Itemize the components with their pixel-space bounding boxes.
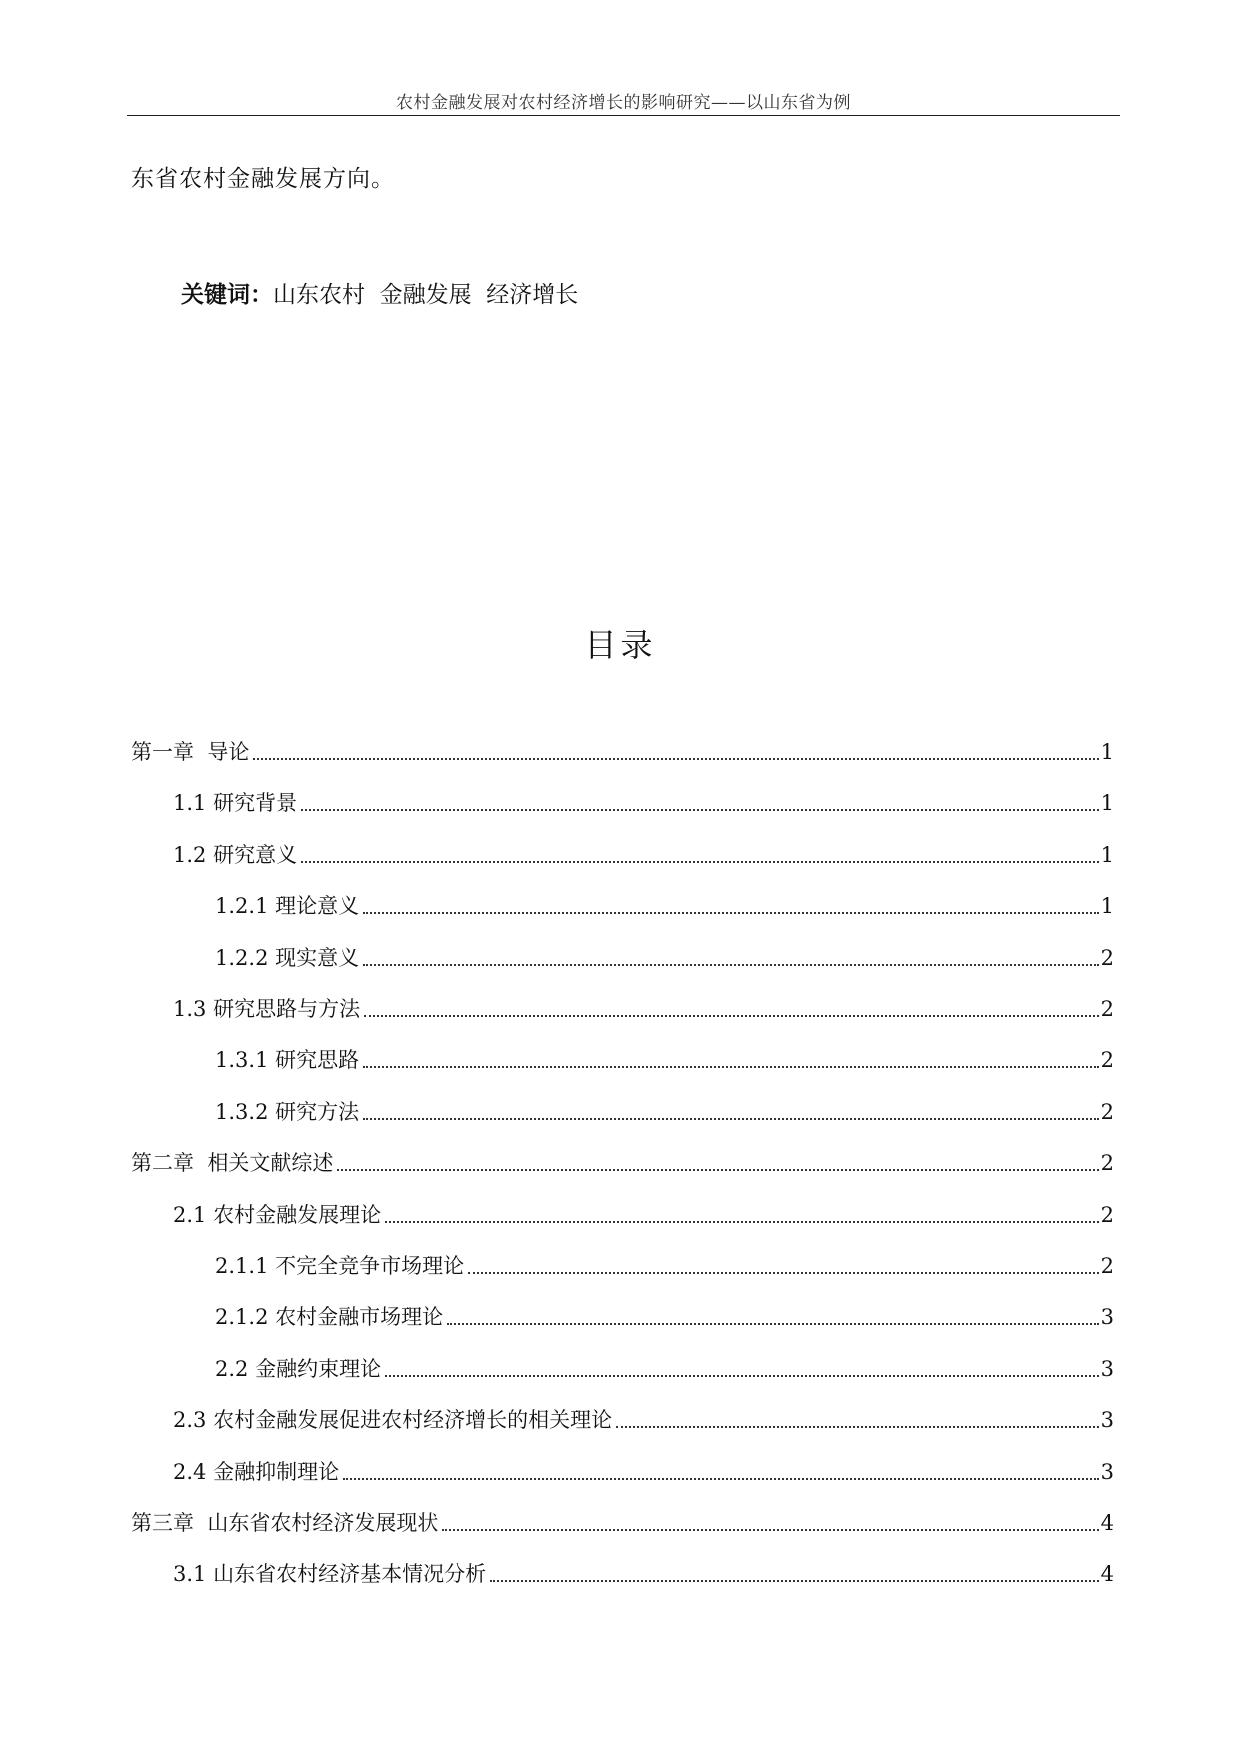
toc-entry-page-number: 4 [1100, 1562, 1114, 1586]
toc-dot-leader [363, 964, 1099, 966]
abstract-continued-text: 东省农村金融发展方向。 [131, 166, 395, 192]
toc-entry-label: 1.2 研究意义 [173, 843, 298, 867]
toc-entry-page-number: 2 [1100, 1048, 1114, 1072]
toc-entry-label: 2.1 农村金融发展理论 [173, 1203, 382, 1227]
keywords-value: 山东农村 金融发展 经济增长 [273, 282, 579, 308]
toc-entry-page-number: 2 [1100, 1151, 1114, 1175]
toc-entry-label: 1.3.2 研究方法 [215, 1100, 360, 1124]
toc-entry-label: 1.3.1 研究思路 [215, 1048, 360, 1072]
toc-entry[interactable] [215, 1247, 1114, 1281]
toc-entry[interactable] [215, 1298, 1114, 1332]
toc-entry[interactable] [131, 1504, 1114, 1538]
toc-entry[interactable] [173, 1555, 1114, 1589]
toc-entry[interactable] [215, 1041, 1114, 1075]
toc-entry-page-number: 3 [1100, 1357, 1114, 1381]
header-rule [127, 115, 1120, 116]
toc-dot-leader [616, 1426, 1099, 1428]
toc-dot-leader [363, 1066, 1099, 1068]
toc-entry-page-number: 2 [1100, 997, 1114, 1021]
toc-entry[interactable] [173, 784, 1114, 818]
toc-entry[interactable] [215, 887, 1114, 921]
toc-entry-page-number: 1 [1100, 894, 1114, 918]
toc-entry-label: 1.3 研究思路与方法 [173, 997, 361, 1021]
toc-dot-leader [468, 1272, 1099, 1274]
toc-entry-label: 第一章 导论 [131, 740, 250, 764]
toc-entry-page-number: 3 [1100, 1305, 1114, 1329]
toc-dot-leader [363, 1118, 1099, 1120]
toc-entry[interactable] [173, 990, 1114, 1024]
toc-entry-label: 2.3 农村金融发展促进农村经济增长的相关理论 [173, 1408, 613, 1432]
toc-entry-label: 1.1 研究背景 [173, 791, 298, 815]
toc-entry-label: 2.2 金融约束理论 [215, 1357, 382, 1381]
running-header: 农村金融发展对农村经济增长的影响研究——以山东省为例 [396, 93, 851, 113]
toc-dot-leader [343, 1478, 1099, 1480]
toc-entry-page-number: 4 [1100, 1511, 1114, 1535]
toc-dot-leader [301, 861, 1099, 863]
keywords-line [181, 276, 578, 309]
toc-entry-label: 2.1.1 不完全竞争市场理论 [215, 1254, 465, 1278]
toc-entry-page-number: 1 [1100, 740, 1114, 764]
toc-title: 目录 [584, 626, 657, 664]
toc-entry-label: 2.4 金融抑制理论 [173, 1460, 340, 1484]
toc-dot-leader [385, 1375, 1099, 1377]
toc-entry-page-number: 1 [1100, 843, 1114, 867]
toc-dot-leader [385, 1221, 1099, 1223]
toc-entry-page-number: 1 [1100, 791, 1114, 815]
toc-entry[interactable] [131, 733, 1114, 767]
toc-entry[interactable] [173, 1196, 1114, 1230]
toc-entry[interactable] [215, 1350, 1114, 1384]
toc-entry-page-number: 2 [1100, 946, 1114, 970]
toc-entry[interactable] [173, 1401, 1114, 1435]
toc-entry-label: 第三章 山东省农村经济发展现状 [131, 1511, 439, 1535]
toc-dot-leader [490, 1580, 1099, 1582]
keywords-label: 关键词： [181, 282, 273, 308]
toc-dot-leader [363, 912, 1099, 914]
toc-dot-leader [301, 809, 1099, 811]
toc-entry-page-number: 3 [1100, 1408, 1114, 1432]
toc-entry[interactable] [131, 1144, 1114, 1178]
toc-entry-page-number: 3 [1100, 1460, 1114, 1484]
toc-entry-label: 1.2.1 理论意义 [215, 894, 360, 918]
toc-entry-label: 2.1.2 农村金融市场理论 [215, 1305, 444, 1329]
toc-entry[interactable] [215, 1093, 1114, 1127]
toc-entry-label: 1.2.2 现实意义 [215, 946, 360, 970]
toc-dot-leader [337, 1169, 1098, 1171]
toc-entry-page-number: 2 [1100, 1100, 1114, 1124]
toc-dot-leader [442, 1529, 1098, 1531]
toc-entry-label: 3.1 山东省农村经济基本情况分析 [173, 1562, 487, 1586]
toc-entry[interactable] [173, 836, 1114, 870]
toc-entry-page-number: 2 [1100, 1203, 1114, 1227]
toc-dot-leader [364, 1015, 1099, 1017]
toc-dot-leader [253, 758, 1098, 760]
toc-dot-leader [447, 1323, 1099, 1325]
toc-entry-label: 第二章 相关文献综述 [131, 1151, 334, 1175]
toc-entry-page-number: 2 [1100, 1254, 1114, 1278]
toc-entry[interactable] [173, 1453, 1114, 1487]
toc-entry[interactable] [215, 939, 1114, 973]
